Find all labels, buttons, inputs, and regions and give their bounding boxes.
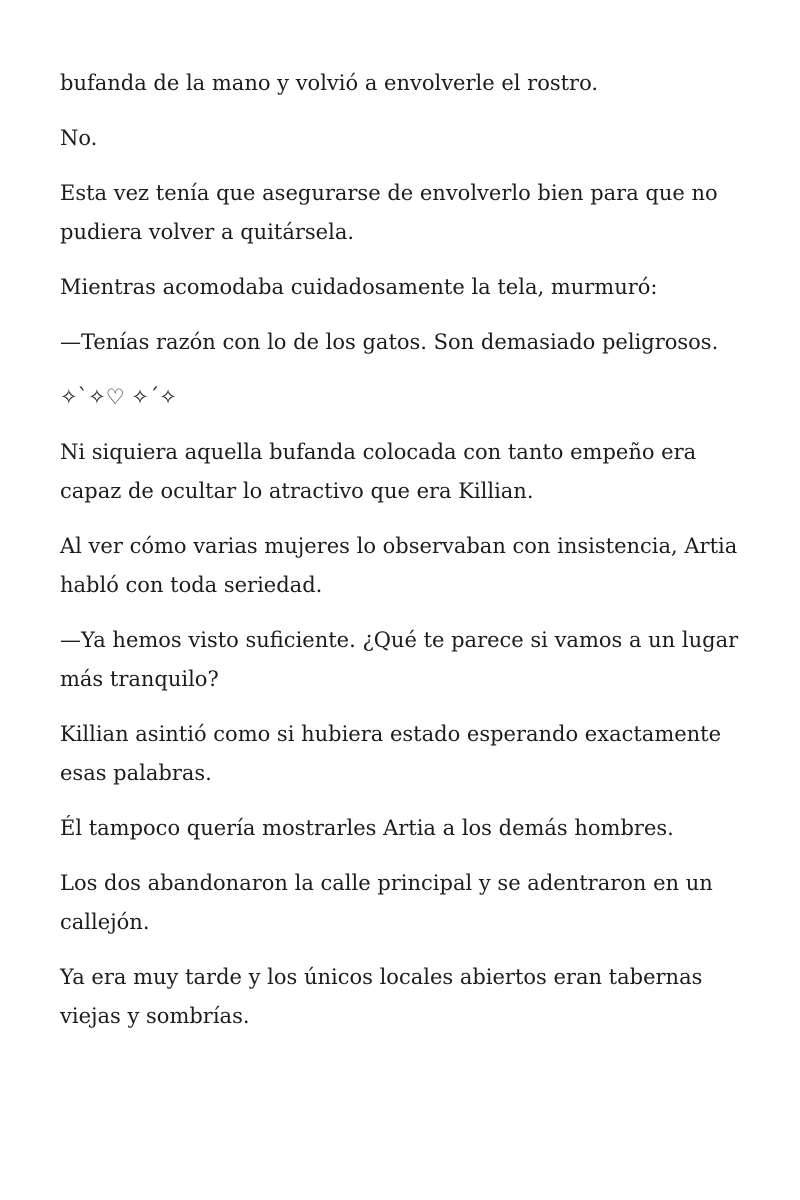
paragraph: Él tampoco quería mostrarles Artia a los demás hombres. — [60, 816, 674, 840]
paragraph: Ya era muy tarde y los únicos locales abiertos eran tabernas viejas y sombrías. — [60, 965, 703, 1028]
paragraph: No. — [60, 126, 98, 150]
paragraph: Ni siquiera aquella bufanda colocada con tanto empeño era capaz de ocultar lo atractivo que era Killian. — [60, 440, 697, 503]
scene-break-ornament: ✧`✧♡ ✧´✧ — [60, 385, 177, 409]
paragraph: Los dos abandonaron la calle principal y se adentraron en un callejón. — [60, 871, 713, 934]
paragraph: Mientras acomodaba cuidadosamente la tela, murmuró: — [60, 275, 658, 299]
body-text — [60, 64, 750, 1052]
paragraph: —Ya hemos visto suficiente. ¿Qué te parece si vamos a un lugar más tranquilo? — [60, 628, 739, 691]
paragraph: Killian asintió como si hubiera estado esperando exactamente esas palabras. — [60, 722, 722, 785]
paragraph: Al ver cómo varias mujeres lo observaban con insistencia, Artia habló con toda seriedad. — [60, 534, 738, 597]
paragraph: bufanda de la mano y volvió a envolverle el rostro. — [60, 71, 599, 95]
paragraph: Esta vez tenía que asegurarse de envolverlo bien para que no pudiera volver a quitársela. — [60, 181, 718, 244]
paragraph: —Tenías razón con lo de los gatos. Son demasiado peligrosos. — [60, 330, 719, 354]
